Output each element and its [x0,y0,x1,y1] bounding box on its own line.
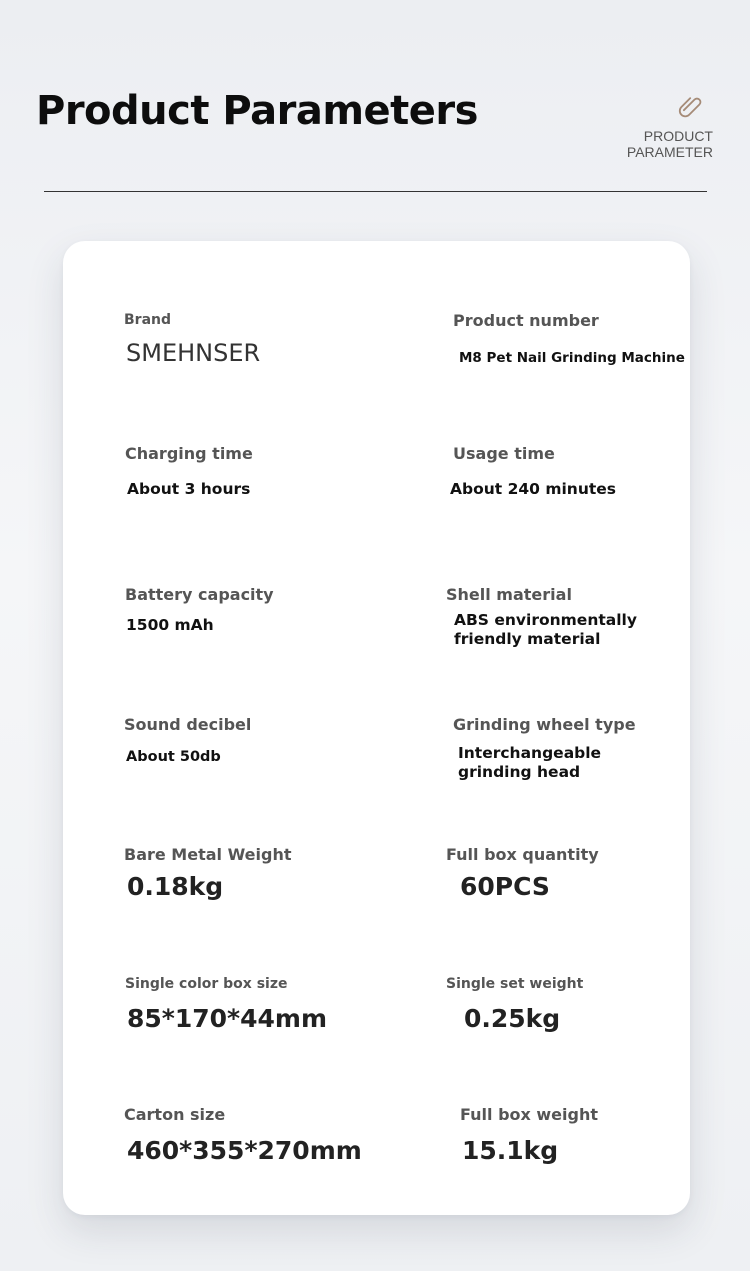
charging-time-value: About 3 hours [127,480,251,498]
battery-capacity-label: Battery capacity [125,585,274,604]
paperclip-icon [676,91,708,123]
full-box-quantity-label: Full box quantity [446,845,599,864]
brand-value: SMEHNSER [126,339,261,367]
shell-material-value-line-2: friendly material [454,630,601,648]
usage-time-value: About 240 minutes [450,480,617,498]
header-divider [44,191,707,192]
product-number-label: Product number [453,311,599,330]
sound-decibel-value: About 50db [126,749,221,765]
charging-time-label: Charging time [125,444,253,463]
usage-time-label: Usage time [453,444,555,463]
subtitle-line-1: PRODUCT [643,128,713,144]
carton-size-label: Carton size [124,1105,226,1124]
page-title: Product Parameters [36,88,478,134]
carton-size-value: 460*355*270mm [127,1136,362,1165]
shell-material-value-line-1: ABS environmentally [454,611,637,629]
full-box-weight-label: Full box weight [460,1105,599,1124]
sound-decibel-label: Sound decibel [124,715,252,734]
grinding-wheel-type-value-line-1: Interchangeable [458,744,602,762]
single-color-box-size-value: 85*170*44mm [127,1004,328,1033]
full-box-weight-value: 15.1kg [462,1136,559,1165]
bare-metal-weight-value: 0.18kg [127,872,224,901]
grinding-wheel-type-value-line-2: grinding head [458,763,581,781]
subtitle-line-2: PARAMETER [626,144,713,160]
single-set-weight-value: 0.25kg [464,1004,561,1033]
parameters-card [63,241,690,1215]
grinding-wheel-type-label: Grinding wheel type [453,715,636,734]
brand-label: Brand [124,312,172,328]
battery-capacity-value: 1500 mAh [126,616,214,634]
bare-metal-weight-label: Bare Metal Weight [124,845,292,864]
product-number-value: M8 Pet Nail Grinding Machine [459,350,685,366]
shell-material-label: Shell material [446,585,572,604]
section-subtitle [627,128,713,160]
single-set-weight-label: Single set weight [446,976,584,992]
single-color-box-size-label: Single color box size [125,976,288,992]
full-box-quantity-value: 60PCS [460,872,550,901]
